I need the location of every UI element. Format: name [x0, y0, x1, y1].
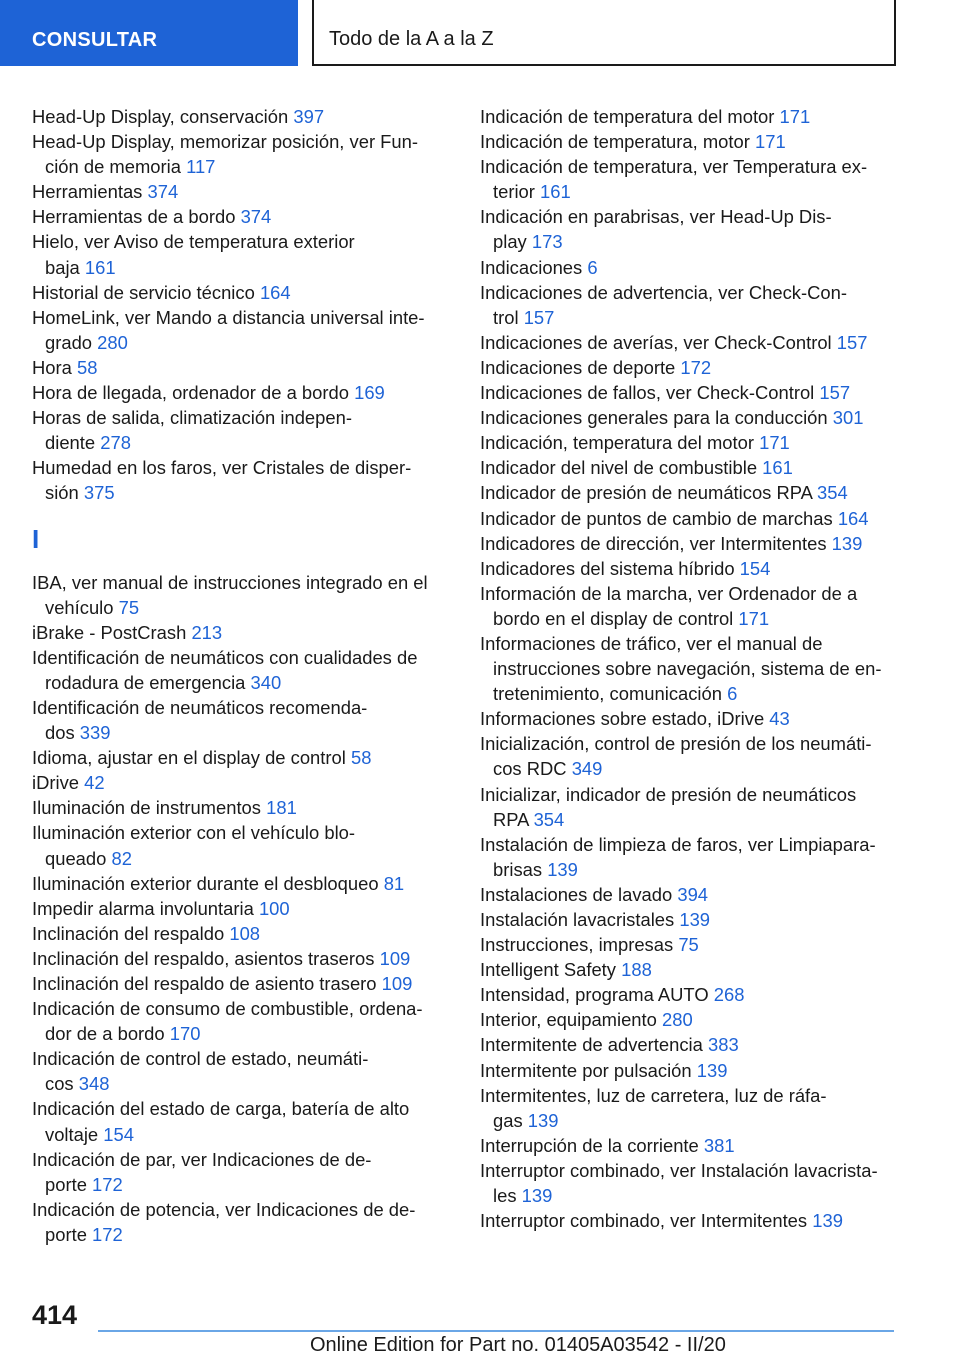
page-reference-link[interactable]: 117: [186, 156, 216, 178]
index-entry: [32, 620, 444, 645]
index-entry-text: Interior, equipamiento: [480, 1009, 657, 1031]
page-reference-link[interactable]: 374: [147, 181, 179, 203]
index-entry: [480, 480, 900, 505]
index-entry: [32, 355, 444, 380]
page-reference-link[interactable]: 100: [258, 897, 290, 919]
page-reference-link[interactable]: 188: [621, 959, 652, 981]
footer-edition-text: Online Edition for Part no. 01405A03542 - II/20: [310, 1334, 726, 1356]
page-reference-link[interactable]: 139: [679, 909, 711, 930]
topic-header-label: Todo de la A a la Z: [329, 28, 494, 50]
index-entry-text: Instrucciones, impresas: [480, 934, 674, 956]
index-entry-text: Idioma, ajustar en el display de control: [32, 747, 346, 769]
page-reference-link[interactable]: 354: [817, 482, 848, 504]
index-group-h: [32, 104, 444, 506]
index-entry-text: RPA: [493, 808, 529, 830]
index-entry-text: Instalaciones de lavado: [480, 883, 673, 905]
index-entry-text: Head-Up Display, memorizar posición, ver Fun-: [32, 131, 418, 153]
index-entry-text: Indicación del estado de carga, batería de alto: [32, 1098, 410, 1120]
index-entry-text: Indicadores de dirección, ver Intermitentes: [480, 532, 827, 554]
page-reference-link[interactable]: 108: [229, 922, 261, 944]
index-entry: [32, 795, 444, 820]
index-entry-text: terior: [493, 181, 535, 203]
index-entry: [480, 455, 900, 480]
index-entry-text: Herramientas de a bordo: [32, 206, 236, 228]
index-entry: [32, 1046, 444, 1096]
page-reference-link[interactable]: 139: [547, 858, 578, 880]
index-entry: [32, 770, 444, 795]
index-entry: [480, 706, 900, 731]
index-entry: [32, 1147, 444, 1197]
index-entry: [480, 1032, 900, 1057]
index-entry-text: Impedir alarma involuntaria: [32, 897, 254, 919]
index-entry: [480, 1083, 900, 1133]
page-reference-link[interactable]: 139: [527, 1109, 559, 1131]
index-entry: [480, 129, 900, 154]
page-reference-link[interactable]: 172: [92, 1223, 123, 1245]
index-entry-text: Indicación de consumo de combustible, ordena-: [32, 998, 423, 1020]
index-entry: [480, 280, 900, 330]
page-reference-link[interactable]: 375: [83, 482, 115, 504]
page-reference-link[interactable]: 374: [240, 206, 272, 228]
index-entry-text: Iluminación exterior con el vehículo blo-: [32, 822, 356, 844]
index-entry-text: Interruptor combinado, ver Intermitentes: [480, 1210, 808, 1232]
index-entry: [32, 921, 444, 946]
index-entry-text: diente: [45, 432, 96, 454]
page-reference-link[interactable]: 58: [350, 747, 372, 769]
page-reference-link[interactable]: 381: [703, 1134, 735, 1156]
index-entry: [32, 179, 444, 204]
page-reference-link[interactable]: 81: [383, 872, 405, 894]
index-entry-text: tretenimiento, comunicación: [493, 683, 722, 705]
index-entry-text: Intelligent Safety: [480, 959, 616, 981]
index-entry-text: Iluminación exterior durante el desbloqueo: [32, 872, 379, 894]
index-entry: [480, 531, 900, 556]
index-entry: [480, 154, 900, 204]
index-entry: [480, 506, 900, 531]
index-entry-text: Historial de servicio técnico: [32, 281, 255, 303]
page-reference-link[interactable]: 164: [837, 507, 869, 529]
page-reference-link[interactable]: 157: [836, 331, 868, 353]
index-entry: [32, 1197, 444, 1247]
page-reference-link[interactable]: 172: [92, 1173, 123, 1195]
index-entry-text: Interrupción de la corriente: [480, 1134, 699, 1156]
index-entry-text: Indicaciones de fallos, ver Check-Control: [480, 382, 815, 404]
index-entry-text: Hora: [32, 356, 72, 378]
index-entry: [480, 907, 900, 932]
index-entry: [32, 455, 444, 505]
index-entry: [32, 405, 444, 455]
index-entry-text: iBrake - PostCrash: [32, 621, 187, 643]
index-entry-text: ción de memoria: [45, 156, 181, 178]
index-entry: [480, 355, 900, 380]
page-reference-link[interactable]: 109: [379, 947, 411, 969]
index-entry-text: Indicaciones de deporte: [480, 356, 676, 378]
index-entry: [480, 1208, 900, 1233]
index-entry-text: Indicador de puntos de cambio de marchas: [480, 507, 833, 529]
index-entry: [32, 280, 444, 305]
index-entry-text: Intermitentes, luz de carretera, luz de ráfa-: [480, 1084, 827, 1106]
index-entry-text: Hielo, ver Aviso de temperatura exterior: [32, 231, 355, 253]
page-reference-link[interactable]: 339: [79, 722, 111, 744]
page-reference-link[interactable]: 139: [831, 532, 863, 554]
page-reference-link[interactable]: 170: [169, 1023, 201, 1045]
page-reference-link[interactable]: 169: [354, 382, 385, 404]
index-entry: [480, 1007, 900, 1032]
page-reference-link[interactable]: 161: [762, 457, 793, 479]
index-entry-text: Interruptor combinado, ver Instalación lavacrista-: [480, 1159, 878, 1181]
page-reference-link[interactable]: 42: [84, 772, 105, 794]
index-entry-text: iDrive: [32, 772, 80, 794]
index-entry: [480, 430, 900, 455]
index-entry-text: Humedad en los faros, ver Cristales de disper-: [32, 457, 412, 479]
section-tab-consultar[interactable]: [0, 0, 298, 66]
index-entry-text: brisas: [493, 858, 543, 880]
index-entry: [480, 631, 900, 706]
index-entry: [32, 896, 444, 921]
page-reference-link[interactable]: 349: [571, 758, 603, 780]
index-entry-text: Instalación lavacristales: [480, 909, 675, 930]
index-entry: [480, 104, 900, 129]
index-entry: [32, 820, 444, 870]
index-entry: [32, 380, 444, 405]
index-entry-text: baja: [45, 256, 80, 278]
index-entry: [32, 946, 444, 971]
index-entry-text: Indicaciones de advertencia, ver Check-Con-: [480, 281, 847, 303]
index-entry: [32, 996, 444, 1046]
page-reference-link[interactable]: 82: [111, 847, 132, 869]
index-entry-text: Indicaciones generales para la conducción: [480, 407, 828, 429]
index-entry-text: play: [493, 231, 527, 253]
index-entry: [32, 745, 444, 770]
index-entry-text: voltaje: [45, 1123, 99, 1145]
index-entry: [480, 581, 900, 631]
topic-header: [312, 0, 896, 66]
index-entry: [32, 129, 444, 179]
index-column-left: [32, 104, 444, 1247]
page-reference-link[interactable]: 161: [84, 256, 116, 278]
index-entry: [480, 380, 900, 405]
index-entry-text: Inicialización, control de presión de los neumáti-: [480, 733, 872, 755]
index-entry: [32, 229, 444, 279]
page-reference-link[interactable]: 139: [696, 1059, 728, 1081]
page-reference-link[interactable]: 280: [97, 331, 128, 353]
index-entry-text: Iluminación de instrumentos: [32, 797, 261, 819]
page-reference-link[interactable]: 75: [118, 596, 140, 618]
index-entry-text: grado: [45, 331, 93, 353]
index-entry: [480, 1133, 900, 1158]
index-group-i-left: [32, 570, 444, 1248]
index-entry-text: Indicaciones: [480, 256, 583, 278]
page-reference-link[interactable]: 58: [77, 356, 98, 378]
page-reference-link[interactable]: 154: [739, 557, 771, 579]
page-reference-link[interactable]: 397: [293, 106, 325, 127]
index-entry-text: Intensidad, programa AUTO: [480, 984, 709, 1006]
index-entry-text: Indicación de potencia, ver Indicaciones de de-: [32, 1198, 416, 1220]
index-entry-text: Herramientas: [32, 181, 143, 203]
index-entry-text: gas: [493, 1109, 523, 1131]
index-entry-text: Indicación de temperatura, motor: [480, 131, 750, 153]
page-reference-link[interactable]: 157: [819, 382, 851, 404]
index-entry: [480, 255, 900, 280]
page-reference-link[interactable]: 109: [381, 973, 413, 994]
index-entry-text: rodadura de emergencia: [45, 671, 246, 693]
page-number: 414: [32, 1300, 78, 1330]
index-entry-text: dor de a bordo: [45, 1023, 165, 1045]
page-reference-link[interactable]: 383: [708, 1034, 739, 1056]
index-entry-text: dos: [45, 722, 75, 744]
page-reference-link[interactable]: 154: [103, 1123, 134, 1145]
index-entry: [480, 330, 900, 355]
index-entry-text: instrucciones sobre navegación, sistema de en-: [493, 658, 882, 680]
index-entry: [32, 104, 444, 129]
index-entry-text: Indicadores del sistema híbrido: [480, 557, 735, 579]
page-reference-link[interactable]: 75: [678, 934, 699, 956]
index-entry-text: queado: [45, 847, 107, 869]
index-entry-text: Indicación, temperatura del motor: [480, 432, 754, 454]
page-reference-link[interactable]: 157: [523, 306, 555, 328]
index-entry-text: porte: [45, 1223, 87, 1245]
index-entry-text: porte: [45, 1173, 87, 1195]
index-entry-text: Identificación de neumáticos recomenda-: [32, 696, 368, 718]
page-reference-link[interactable]: 6: [587, 256, 598, 278]
index-entry: [480, 932, 900, 957]
page-reference-link[interactable]: 280: [662, 1009, 693, 1031]
index-entry-text: HomeLink, ver Mando a distancia universal inte-: [32, 306, 425, 328]
page-reference-link[interactable]: 139: [812, 1210, 843, 1232]
index-group-i-right: [480, 104, 900, 1233]
index-entry: [480, 204, 900, 254]
index-entry-text: Intermitente por pulsación: [480, 1059, 692, 1081]
index-entry: [480, 882, 900, 907]
index-entry-text: Instalación de limpieza de faros, ver Limpiapara-: [480, 833, 876, 855]
index-entry: [480, 1158, 900, 1208]
index-entry-text: Inclinación del respaldo, asientos traseros: [32, 947, 375, 969]
page-reference-link[interactable]: 6: [727, 683, 738, 705]
page-reference-link[interactable]: 164: [259, 281, 291, 303]
page-reference-link[interactable]: 213: [191, 621, 223, 643]
page-reference-link[interactable]: 171: [779, 106, 811, 127]
index-entry-text: sión: [45, 482, 79, 504]
index-entry-text: Indicación de temperatura del motor: [480, 106, 775, 127]
page-reference-link[interactable]: 172: [680, 356, 712, 378]
index-entry-text: Head-Up Display, conservación: [32, 106, 289, 127]
index-entry-text: Información de la marcha, ver Ordenador de a: [480, 582, 858, 604]
index-entry-text: Intermitente de advertencia: [480, 1034, 703, 1056]
index-entry-text: Indicaciones de averías, ver Check-Control: [480, 331, 832, 353]
index-entry-text: Horas de salida, climatización indepen-: [32, 407, 352, 429]
index-entry: [32, 871, 444, 896]
page-reference-link[interactable]: 181: [266, 797, 297, 819]
page-reference-link[interactable]: 278: [100, 432, 131, 454]
footer-rule: [98, 1330, 894, 1332]
index-entry: [32, 645, 444, 695]
index-entry-text: Indicación en parabrisas, ver Head-Up Dis-: [480, 206, 832, 228]
index-column-right: [480, 104, 900, 1233]
page-reference-link[interactable]: 340: [250, 671, 282, 693]
page-reference-link[interactable]: 301: [832, 407, 864, 429]
page-reference-link[interactable]: 171: [759, 432, 790, 454]
index-entry-text: Inclinación del respaldo de asiento trasero: [32, 973, 377, 994]
index-entry: [32, 204, 444, 229]
index-entry-text: Informaciones de tráfico, ver el manual de: [480, 632, 823, 654]
index-entry: [32, 305, 444, 355]
index-entry: [32, 570, 444, 620]
index-entry: [480, 556, 900, 581]
index-entry: [32, 971, 444, 996]
index-entry-text: Indicación de par, ver Indicaciones de de-: [32, 1148, 372, 1170]
index-entry-text: Indicador de presión de neumáticos RPA: [480, 482, 812, 504]
index-entry: [480, 731, 900, 781]
index-entry-text: Identificación de neumáticos con cualidades de: [32, 646, 418, 668]
index-entry-text: Hora de llegada, ordenador de a bordo: [32, 382, 349, 404]
page-reference-link[interactable]: 139: [521, 1185, 553, 1207]
index-entry: [480, 782, 900, 832]
index-entry-text: les: [493, 1185, 517, 1207]
index-entry: [32, 1096, 444, 1146]
index-entry-text: Indicación de control de estado, neumáti-: [32, 1048, 369, 1070]
index-entry-text: vehículo: [45, 596, 114, 618]
index-entry-text: Indicador del nivel de combustible: [480, 457, 758, 479]
index-entry-text: cos RDC: [493, 758, 567, 780]
index-entry: [480, 405, 900, 430]
index-entry-text: Inclinación del respaldo: [32, 922, 225, 944]
section-tab-label: CONSULTAR: [32, 29, 158, 51]
page-reference-link[interactable]: 348: [78, 1073, 110, 1095]
index-entry: [480, 982, 900, 1007]
page-reference-link[interactable]: 173: [531, 231, 563, 253]
index-entry-text: trol: [493, 306, 519, 328]
index-entry-text: Informaciones sobre estado, iDrive: [480, 708, 765, 730]
index-entry: [480, 832, 900, 882]
index-entry-text: cos: [45, 1073, 74, 1095]
index-entry-text: IBA, ver manual de instrucciones integrado en el: [32, 571, 428, 593]
index-entry: [480, 1058, 900, 1083]
index-entry-text: bordo en el display de control: [493, 607, 734, 629]
letter-heading-i: I: [32, 523, 40, 554]
index-entry-text: Indicación de temperatura, ver Temperatura ex-: [480, 156, 868, 178]
index-entry: [32, 695, 444, 745]
page-reference-link[interactable]: 171: [755, 131, 786, 153]
page-reference-link[interactable]: 171: [738, 607, 770, 629]
page-reference-link[interactable]: 268: [713, 984, 745, 1006]
page-reference-link[interactable]: 161: [540, 181, 571, 203]
page-reference-link[interactable]: 354: [533, 808, 565, 830]
page-reference-link[interactable]: 43: [769, 708, 790, 730]
page-reference-link[interactable]: 394: [677, 883, 709, 905]
index-entry: [480, 957, 900, 982]
index-entry-text: Inicializar, indicador de presión de neumáticos: [480, 783, 857, 805]
